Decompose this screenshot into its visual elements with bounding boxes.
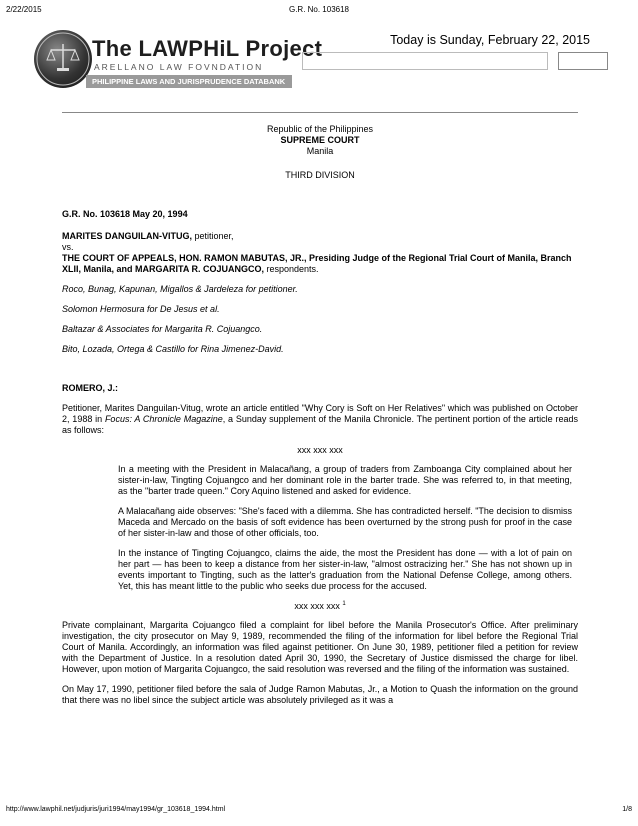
- print-date: 2/22/2015: [6, 5, 42, 14]
- logo-brand: LAWPHiL: [138, 36, 240, 61]
- body-paragraph: Private complainant, Margarita Cojuangco filed a complaint for libel before the Manila Prosecutor's Office. After preliminary investigation, the city prosecutor on May 9, 1989, recommended the filing of the information for libel before the Regional Trial Court of Manila. Accordingly, an information was filed against petitioner. On June 30, 1989, petitioner filed a petition for review with the Department of Justice. In a resolution dated April 30, 1990, the Secretary of Justice dismissed the charge for libel. However, upon motion of Margarita Cojuangco, the said resolution was reversed and the filing of the information was sustained.: [62, 620, 578, 674]
- scales-of-justice-icon: [34, 30, 92, 88]
- lawphil-seal-icon: [34, 30, 92, 88]
- footnote-ref-1[interactable]: 1: [342, 601, 346, 607]
- today-date: Today is Sunday, February 22, 2015: [390, 33, 590, 47]
- petitioner-name: MARITES DANGUILAN-VITUG,: [62, 231, 192, 241]
- court-city: Manila: [306, 146, 334, 156]
- versus: vs.: [62, 242, 74, 252]
- quoted-paragraph: A Malacañang aide observes: "She's faced with a dilemma. She has contradicted herself. "The decision to dismiss Maceda and Mercado on the basis of soft evidence has been overturned by the strong push for proof in the case of her sister-in-law and those of other officials, too.: [118, 506, 572, 538]
- counsel-line: Baltazar & Associates for Margarita R. Cojuangco.: [62, 324, 263, 334]
- logo-strip: [86, 75, 292, 88]
- print-title: G.R. No. 103618: [288, 5, 350, 14]
- quoted-paragraph: In the instance of Tingting Cojuangco, claims the aide, the most the President has done — with a lot of pain on her part — has been to keep a distance from her sister-in-law, "almost ostracizing her." She has not shown up in events important to Tingting, such as the latter's graduation from the National Defense College, among others. Yet, this has meant little to the public who seeks due process for the accused.: [118, 548, 572, 591]
- respondents-line: [62, 253, 578, 275]
- court-name: SUPREME COURT: [280, 135, 360, 145]
- document-body: [62, 124, 578, 706]
- division-name: THIRD DIVISION: [285, 170, 355, 180]
- logo-subtitle: ARELLANO LAW FOVNDATION: [94, 62, 264, 72]
- search-input[interactable]: [302, 52, 548, 70]
- intro-text-b: , a Sunday supplement of the Manila Chronicle. The pertinent portion of the article reads as follows:: [62, 414, 578, 435]
- lawphil-banner[interactable]: [34, 26, 323, 96]
- body-paragraph: On May 17, 1990, petitioner filed before the sala of Judge Ramon Mabutas, Jr., a Motion to Quash the information on the ground that there was no libel since the subject article was absolutely privileged as it was a: [62, 684, 578, 705]
- search-button[interactable]: [558, 52, 608, 70]
- respondents-names: THE COURT OF APPEALS, HON. RAMON MABUTAS, JR., Presiding Judge of the Regional Trial Court of Manila, Branch XLII, Manila, and MARGARITA R. COJUANGCO,: [62, 253, 572, 274]
- republic-line: Republic of the Philippines: [266, 124, 374, 134]
- ellipsis-marker-footnoted: [62, 601, 578, 612]
- page-number: 1/8: [622, 806, 632, 813]
- intro-text-a: Petitioner, Marites Danguilan-Vitug, wrote an article entitled "Why Cory is Soft on Her Relatives" which was published on October 2, 1988 in: [62, 403, 578, 424]
- header-divider: [62, 112, 578, 113]
- ellipsis-marker: xxx xxx xxx: [297, 445, 343, 455]
- print-header: [6, 5, 632, 17]
- intro-paragraph: [62, 403, 578, 436]
- quoted-paragraph: In a meeting with the President in Malacañang, a group of traders from Zamboanga City complained about her sister-in-law, Tingting Cojuangco and her dominant role in the barter trade. She was referred to, in that meeting, as the "barter trade queen." Cory Aquino listened and asked for evidence.: [118, 464, 572, 496]
- magazine-title: Focus: A Chronicle Magazine: [104, 414, 223, 424]
- case-number: G.R. No. 103618 May 20, 1994: [62, 209, 188, 219]
- print-footer: [6, 806, 632, 818]
- petitioner-role: petitioner,: [192, 231, 234, 241]
- counsel-line: Bito, Lozada, Ortega & Castillo for Rina Jimenez-David.: [62, 344, 284, 354]
- counsel-line: Solomon Hermosura for De Jesus et al.: [62, 304, 220, 314]
- ellipsis-text: xxx xxx xxx: [294, 601, 340, 611]
- source-url[interactable]: http://www.lawphil.net/judjuris/juri1994/may1994/gr_103618_1994.html: [6, 806, 226, 813]
- respondents-role: respondents.: [264, 264, 319, 274]
- caption-block: [62, 124, 578, 181]
- logo-title-suffix: Project: [239, 36, 323, 61]
- logo-title: [92, 36, 322, 62]
- counsel-line: Roco, Bunag, Kapunan, Migallos & Jardeleza for petitioner.: [62, 284, 298, 294]
- petitioner-line: [62, 231, 578, 242]
- ponente: ROMERO, J.:: [62, 383, 119, 393]
- logo-strip-text: PHILIPPINE LAWS AND JURISPRUDENCE DATABANK: [92, 77, 286, 86]
- logo-title-prefix: The: [92, 36, 139, 61]
